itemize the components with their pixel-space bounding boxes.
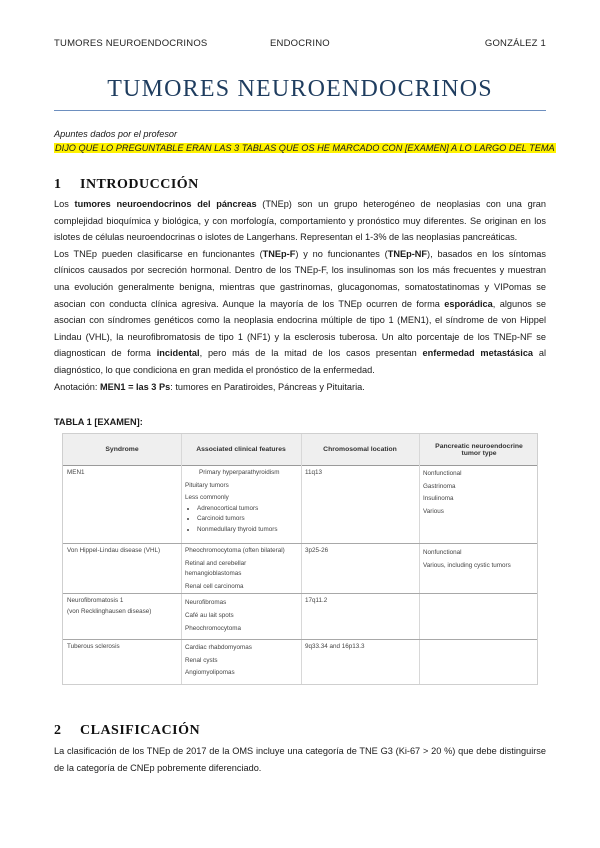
- column-header-location: Chromosomal location: [323, 446, 397, 453]
- clasificacion-paragraph: La clasificación de los TNEp de 2017 de la OMS incluye una categoría de TNE G3 (Ki-67 > 20 %) que debe distinguirse de la categoría de CNEp pobremente diferenciado.: [54, 746, 546, 773]
- row-divider: [63, 593, 537, 594]
- table-label: TABLA 1 [EXAMEN]:: [54, 417, 143, 427]
- table-cell-features: Cardiac rhabdomyomas Renal cysts Angiomyolipomas: [185, 644, 252, 676]
- intro-paragraph-1: Los tumores neuroendocrinos del páncreas (TNEp) son un grupo heterogéneo de neoplasias con una gran complejidad bioquímica y biológica, y con morfología, comportamiento y pronóstico muy diferentes. Se originan en los islotes de células neuroendocrinas o islotes de Langerhans. Representan el 1-3% de las neoplasias pancreáticas.: [54, 199, 547, 243]
- syndromes-table: [62, 433, 538, 685]
- header-subject: ENDOCRINO: [270, 38, 330, 49]
- table-cell-location: 3p25-26: [305, 547, 329, 554]
- table-cell-syndrome: Tuberous sclerosis: [67, 643, 120, 650]
- table-cell-syndrome: Von Hippel-Lindau disease (VHL): [67, 547, 161, 554]
- table-cell-location: 9q33.34 and 16p13.3: [305, 643, 365, 650]
- section-heading-clasificacion: [54, 723, 200, 739]
- row-divider: [63, 543, 537, 544]
- header-topic: TUMORES NEUROENDOCRINOS: [54, 38, 208, 49]
- column-divider: [419, 434, 420, 684]
- header-author-page: GONZÁLEZ 1: [484, 38, 546, 49]
- column-divider: [181, 434, 182, 684]
- column-header-tumor-type: Pancreatic neuroendocrine tumor type: [435, 442, 523, 457]
- table-cell-features: Neurofibromas Café au lait spots Pheochromocytoma: [185, 599, 241, 632]
- section-heading-intro: [54, 177, 199, 193]
- table-cell-tumor-type: Nonfunctional Various, including cystic tumors: [423, 549, 511, 569]
- table-header-row: [63, 434, 537, 466]
- exam-highlight-note: DIJO QUE LO PREGUNTABLE ERAN LAS 3 TABLAS QUE OS HE MARCADO CON [EXAMEN] A LO LARGO DEL TEMA: [55, 143, 555, 153]
- table-cell-tumor-type: Nonfunctional Gastrinoma Insulinoma Various: [423, 470, 462, 515]
- intro-paragraph-2: Los TNEp pueden clasificarse en funcionantes (TNEp-F) y no funcionantes (TNEp-NF), basados en los síntomas clínicos causados por secreción hormonal. Dentro de los TNEp-F, los insulinomas son los más frecuentes y muestran una evolución generalmente benigna, mientras que gastrinomas, glucagonomas, somatostatinomas y VIPomas se asocian con conducta clínica agresiva. Aunque la mayoría de los TNEp ocurren de forma esporádica, algunos se asocian con síndromes genéticos como la neoplasia endocrina múltiple de tipo 1 (MEN1), el síndrome de von Hippel Lindau (VHL), la neurofibromatosis de tipo 1 (NF1) y la esclerosis tuberosa. Un alto porcentaje de los TNEp-NF se diagnostican de forma incidental, pero más de la mitad de los casos presentan enfermedad metastásica al diagnóstico, lo que condiciona en gran medida el pronóstico de la enfermedad.: [54, 248, 546, 375]
- column-header-syndrome: Syndrome: [105, 446, 139, 453]
- title-divider: [54, 110, 546, 111]
- document-title: TUMORES NEUROENDOCRINOS: [107, 76, 493, 102]
- section-number: 1: [54, 177, 62, 192]
- column-header-features: Associated clinical features: [196, 446, 286, 453]
- table-cell-features: Pheochromocytoma (often bilateral) Retinal and cerebellar hemangioblastomas Renal cell carcinoma: [185, 547, 285, 590]
- table-cell-location: 11q13: [305, 469, 323, 476]
- clasificacion-text: [54, 743, 546, 776]
- intro-annotation: Anotación: MEN1 = las 3 Ps: tumores en Paratiroides, Páncreas y Pituitaria.: [54, 381, 365, 392]
- table-cell-syndrome: Neurofibromatosis 1 (von Recklinghausen disease): [67, 597, 152, 615]
- section-title: INTRODUCCIÓN: [80, 177, 199, 192]
- table-cell-syndrome: MEN1: [67, 469, 85, 476]
- table-cell-features: Primary hyperparathyroidism Pituitary tumors Less commonly • Adrenocortical tumors • Carcinoid tumors • Nonmedullary thyroid tumors: [185, 468, 297, 535]
- row-divider: [63, 639, 537, 640]
- table-cell-location: 17q11.2: [305, 597, 328, 604]
- section-number: 2: [54, 723, 62, 738]
- column-divider: [301, 434, 302, 684]
- running-header: [54, 38, 546, 52]
- intro-text: [54, 196, 546, 395]
- professor-note: Apuntes dados por el profesor: [54, 129, 178, 139]
- section-title: CLASIFICACIÓN: [80, 723, 201, 738]
